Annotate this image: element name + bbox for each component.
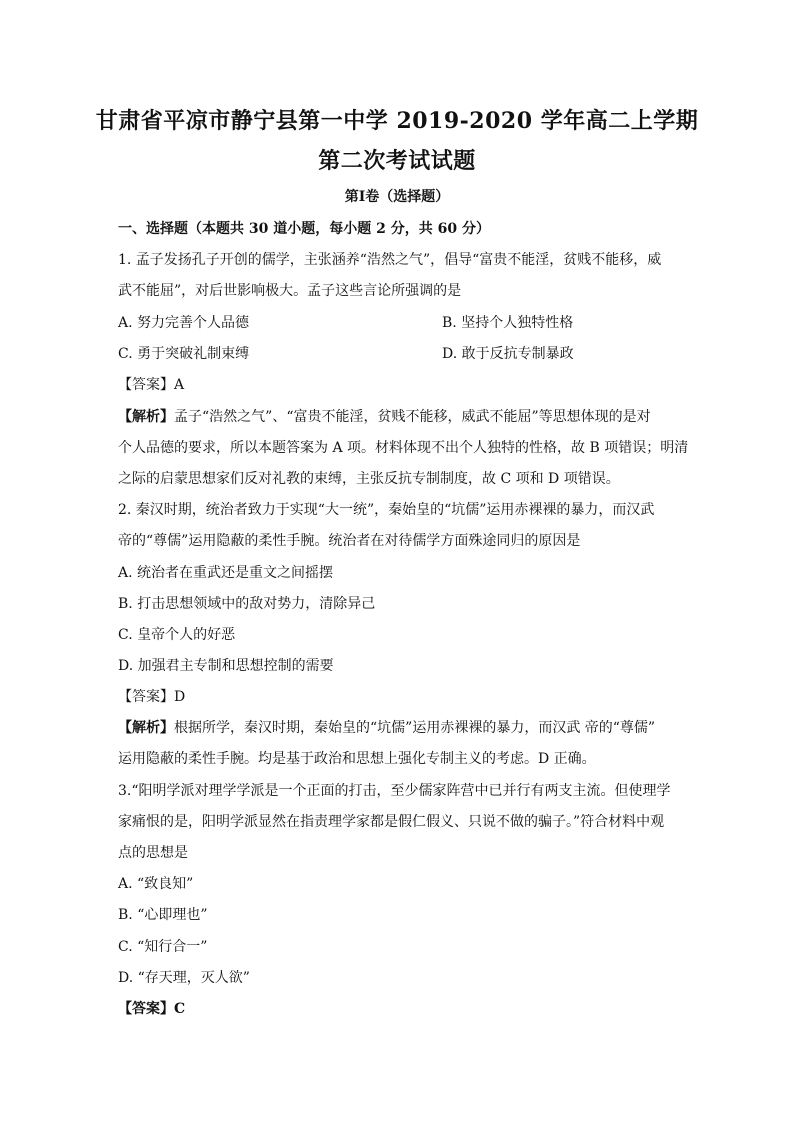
section-heading: 一、选择题（本题共 30 道小题，每小题 2 分，共 60 分）	[118, 221, 490, 237]
q3-option-d: D. “存天理，灭人欲”	[118, 970, 250, 986]
q3-option-a: A. “致良知”	[118, 876, 194, 892]
q2-stem-line-2: 帝的“尊儒”运用隐蔽的柔性手腕。统治者在对待儒学方面殊途同归的原因是	[118, 533, 581, 549]
q3-stem-line-3: 点的思想是	[118, 845, 188, 861]
part-heading: 第Ⅰ卷（选择题）	[344, 189, 450, 205]
q2-analysis-line-2: 运用隐蔽的柔性手腕。均是基于政治和思想上强化专制主义的考虑。D 正确。	[118, 751, 596, 767]
q2-answer: 【答案】D	[118, 689, 186, 705]
q1-option-d: D. 敢于反抗专制暴政	[442, 346, 574, 362]
q2-analysis-line-1	[118, 717, 655, 737]
q2-analysis-label: 【解析】	[118, 720, 174, 736]
q3-option-b: B. “心即理也”	[118, 907, 208, 923]
q1-analysis-line-2: 个人品德的要求，所以本题答案为 A 项。材料体现不出个人独特的性格，故 B 项错误；明清	[118, 440, 689, 456]
q3-stem-line-2: 家痛恨的是，阳明学派显然在指责理学家都是假仁假义、只说不做的骗子。”符合材料中观	[118, 814, 665, 830]
q1-option-a: A. 努力完善个人品德	[118, 315, 250, 331]
q3-stem-line-1: 3.“阳明学派对理学学派是一个正面的打击，至少儒家阵营中已并行有两支主流。但使理学	[118, 783, 671, 799]
q3-option-c: C. “知行合一”	[118, 939, 208, 955]
q2-analysis-text: 根据所学，秦汉时期，秦始皇的“坑儒”运用赤裸裸的暴力，而汉武 帝的“尊儒”	[174, 720, 656, 736]
q3-answer: 【答案】C	[118, 1001, 186, 1017]
q1-answer: 【答案】A	[118, 377, 185, 393]
q1-analysis-line-1	[118, 406, 651, 426]
q2-option-a: A. 统治者在重武还是重文之间摇摆	[118, 565, 334, 581]
document-title-line-2: 第二次考试试题	[318, 148, 476, 174]
q1-analysis-text: 孟子“浩然之气”、“富贵不能淫，贫贱不能移，威武不能屈”等思想体现的是对	[174, 409, 651, 425]
q1-option-b: B. 坚持个人独特性格	[442, 315, 574, 331]
q1-option-c: C. 勇于突破礼制束缚	[118, 346, 250, 362]
q2-option-d: D. 加强君主专制和思想控制的需要	[118, 658, 334, 674]
document-title-line-1: 甘肃省平凉市静宁县第一中学 2019-2020 学年高二上学期	[95, 108, 699, 134]
q2-stem-line-1: 2. 秦汉时期，统治者致力于实现“大一统”，秦始皇的“坑儒”运用赤裸裸的暴力，而汉武	[118, 502, 655, 518]
q1-stem-line-1: 1. 孟子发扬孔子开创的儒学，主张涵养“浩然之气”，倡导“富贵不能淫，贫贱不能移，威	[118, 252, 662, 268]
q2-option-c: C. 皇帝个人的好恶	[118, 627, 236, 643]
q1-stem-line-2: 武不能屈”，对后世影响极大。孟子这些言论所强调的是	[118, 283, 462, 299]
q1-analysis-label: 【解析】	[118, 409, 174, 425]
q2-option-b: B. 打击思想领域中的敌对势力，清除异己	[118, 596, 376, 612]
q1-analysis-line-3: 之际的启蒙思想家们反对礼教的束缚，主张反抗专制制度，故 C 项和 D 项错误。	[118, 471, 620, 487]
